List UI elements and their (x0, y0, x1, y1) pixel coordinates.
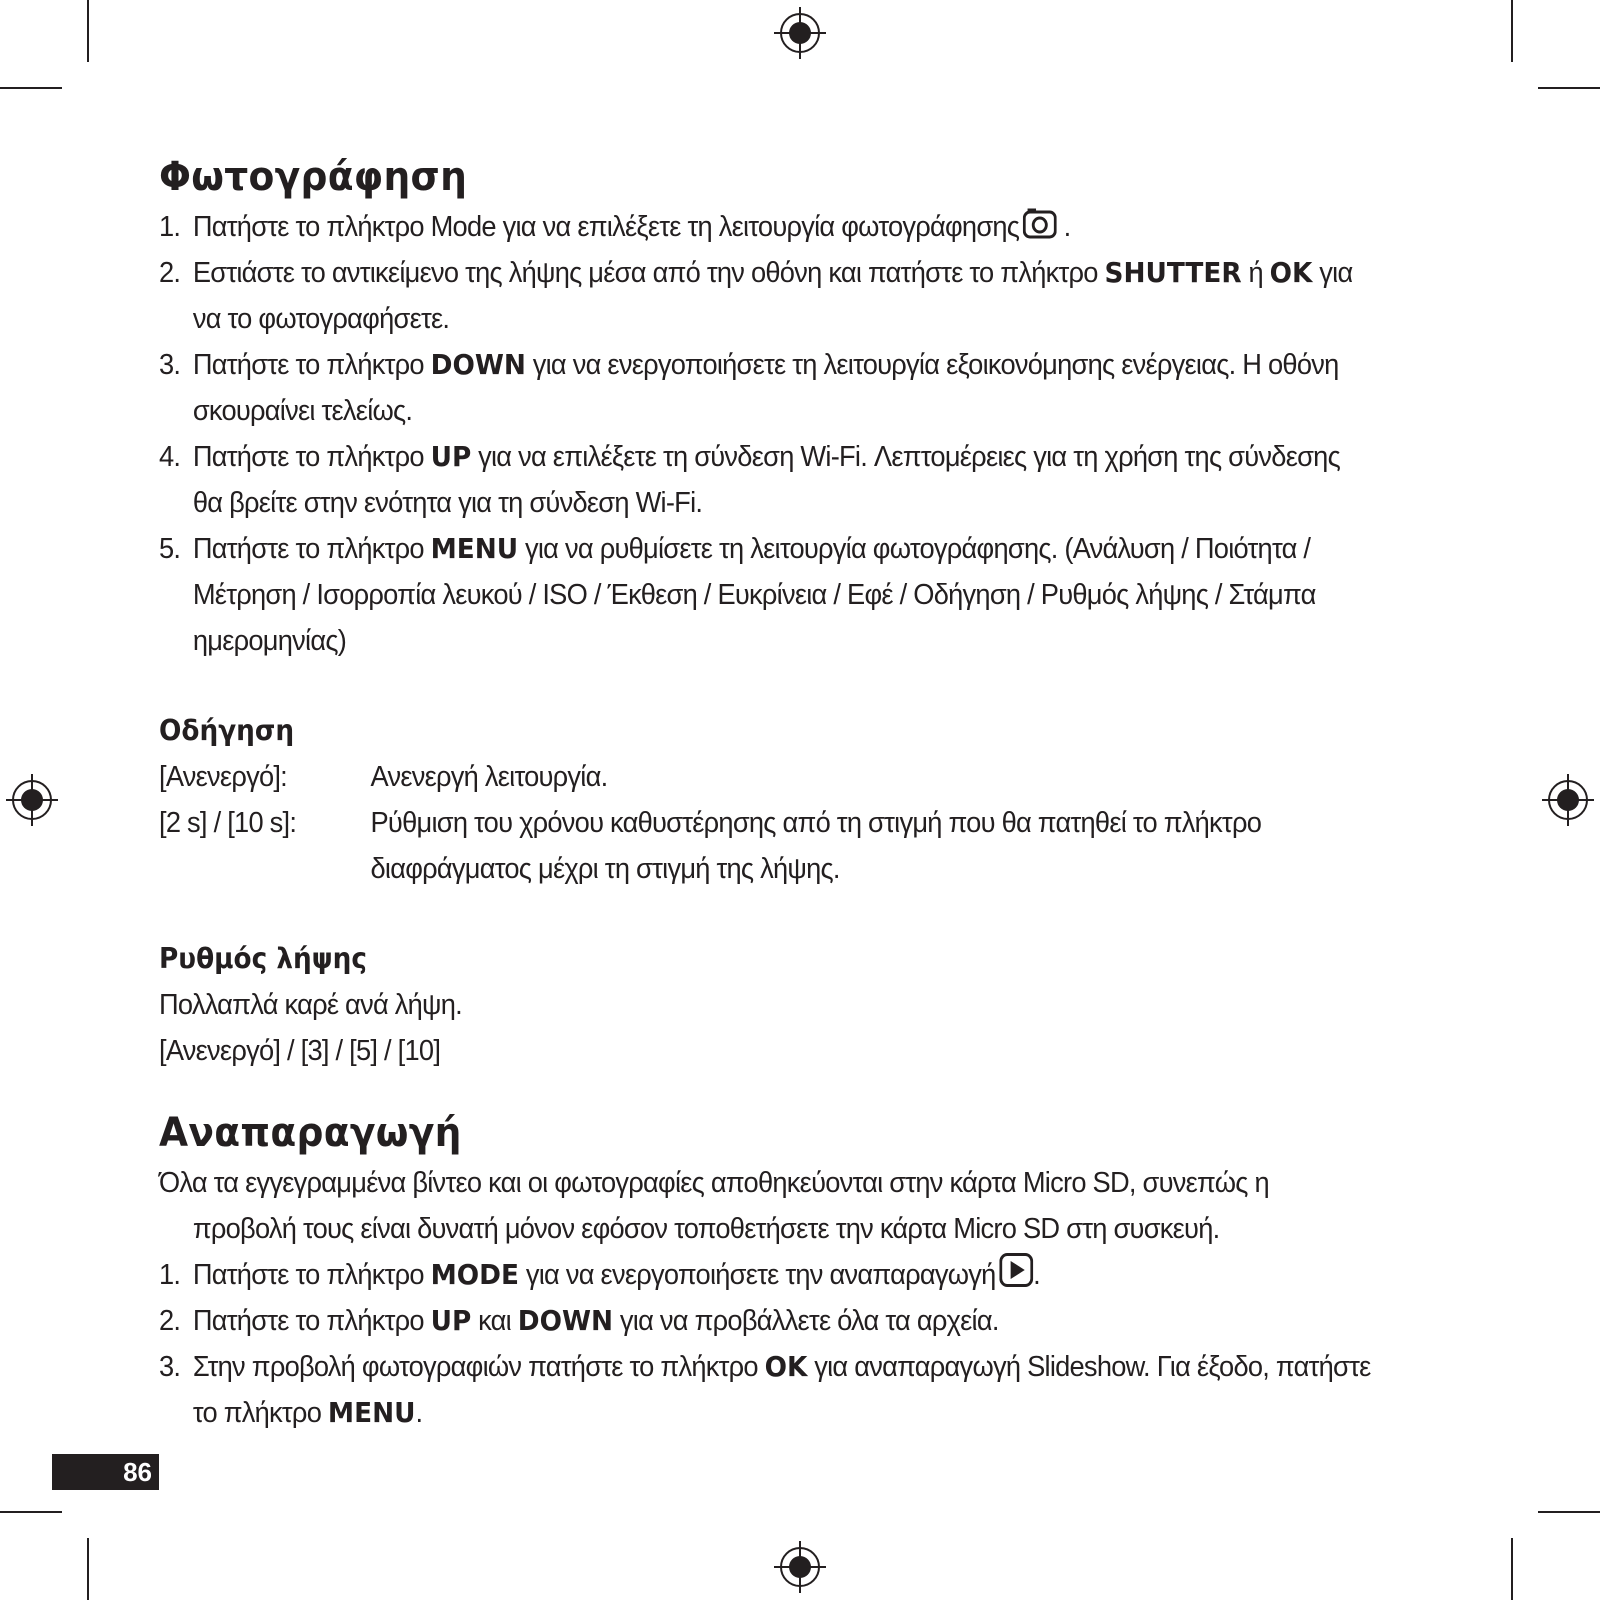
step-text: για να ρυθμίσετε τη λειτουργία φωτογράφησης. (Ανάλυση / Ποιότητα / Μέτρηση / Ισορροπία λευκού / ISO / Έκθεση / Ευκρίνεια / Εφέ / Οδήγηση / Ρυθμός λήψης / Στάμπα ημερομηνίας) (192, 533, 1316, 657)
step-text: για να ενεργοποιήσετε την αναπαραγωγή (519, 1259, 996, 1291)
list-item (159, 526, 1372, 664)
definition-row (159, 800, 1372, 892)
section-title-playback: Αναπαραγωγή (159, 1110, 462, 1156)
step-text: Πατήστε το πλήκτρο (192, 1305, 431, 1337)
crop-mark (1511, 0, 1513, 62)
crop-mark (0, 87, 62, 89)
step-text: Πατήστε το πλήκτρο (192, 1259, 431, 1291)
crop-mark (0, 1511, 62, 1513)
step-number: 5. (159, 533, 181, 565)
list-item (159, 204, 1372, 250)
definition-row (159, 754, 1372, 800)
registration-mark-icon (1542, 774, 1594, 826)
definition-description: Ανενεργή λειτουργία. (370, 761, 608, 793)
camera-icon (1023, 207, 1057, 239)
step-number: 3. (159, 349, 181, 381)
crop-mark (1538, 1511, 1600, 1513)
step-text: Πατήστε το πλήκτρο (192, 441, 431, 473)
step-text: για να το φωτογραφήσετε. (192, 257, 1353, 335)
step-text: . (415, 1397, 423, 1429)
step-number: 4. (159, 441, 181, 473)
step-text: Εστιάστε το αντικείμενο της λήψης μέσα από την οθόνη και πατήστε το πλήκτρο (192, 257, 1105, 289)
list-item (159, 434, 1372, 526)
definition-description: Ρύθμιση του χρόνου καθυστέρησης από τη στιγμή που θα πατηθεί το πλήκτρο διαφράγματος μέχρι τη στιγμή της λήψης. (370, 807, 1262, 885)
step-text: Πατήστε το πλήκτρο (192, 533, 431, 565)
key-name: MENU (327, 1396, 416, 1429)
crop-mark (87, 0, 89, 62)
step-text: για να επιλέξετε τη σύνδεση Wi-Fi. Λεπτομέρειες για τη χρήση της σύνδεσης θα βρείτε στην ενότητα για τη σύνδεση Wi-Fi. (192, 441, 1340, 519)
list-item (159, 250, 1372, 342)
step-text: Πατήστε το πλήκτρο Mode για να επιλέξετε τη λειτουργία φωτογράφησης (192, 211, 1020, 243)
key-name: DOWN (430, 348, 526, 381)
step-number: 2. (159, 257, 181, 289)
step-number: 3. (159, 1351, 181, 1383)
key-name: UP (430, 1304, 472, 1337)
play-icon (999, 1253, 1033, 1287)
burst-description: Πολλαπλά καρέ ανά λήψη. (159, 989, 462, 1021)
step-text: και (471, 1305, 518, 1337)
photo-steps-list (159, 204, 1372, 664)
list-item (159, 1252, 1372, 1298)
step-text: για αναπαραγωγή Slideshow. Για έξοδο, πατήστε το πλήκτρο (192, 1351, 1371, 1429)
section-title-burst: Ρυθμός λήψης (159, 942, 367, 975)
step-number: 2. (159, 1305, 181, 1337)
manual-page-content (159, 150, 1372, 1436)
step-text: Πατήστε το πλήκτρο (192, 349, 431, 381)
key-name: MODE (430, 1258, 520, 1291)
crop-mark (1538, 87, 1600, 89)
section-title-drive: Οδήγηση (159, 714, 295, 747)
registration-mark-icon (6, 774, 58, 826)
key-name: MENU (430, 532, 519, 565)
playback-steps-list (159, 1252, 1372, 1436)
section-title-photo: Φωτογράφηση (159, 154, 468, 200)
step-text: . (1033, 1259, 1040, 1291)
step-text: ή (1241, 257, 1270, 289)
step-text: . (1056, 211, 1071, 243)
crop-mark (87, 1538, 89, 1600)
step-number: 1. (159, 211, 181, 243)
page-number: 86 (52, 1454, 159, 1490)
step-number: 1. (159, 1259, 181, 1291)
registration-mark-icon (774, 1541, 826, 1593)
step-text: για να ενεργοποιήσετε τη λειτουργία εξοικονόμησης ενέργειας. Η οθόνη σκουραίνει τελείως. (192, 349, 1339, 427)
list-item (159, 1344, 1372, 1436)
key-name: DOWN (517, 1304, 614, 1337)
definition-term: [Ανενεργό]: (159, 761, 288, 793)
list-item (159, 342, 1372, 434)
key-name: OK (764, 1350, 808, 1383)
playback-intro: Όλα τα εγγεγραμμένα βίντεο και οι φωτογραφίες αποθηκεύονται στην κάρτα Micro SD, συνεπώς η προβολή τους είναι δυνατή μόνον εφόσον τοποθετήσετε την κάρτα Micro SD στη συσκευή. (159, 1167, 1269, 1245)
crop-mark (1511, 1538, 1513, 1600)
key-name: OK (1269, 256, 1313, 289)
key-name: SHUTTER (1104, 256, 1242, 289)
key-name: UP (430, 440, 472, 473)
registration-mark-icon (774, 7, 826, 59)
step-text: για να προβάλλετε όλα τα αρχεία. (613, 1305, 999, 1337)
list-item (159, 1298, 1372, 1344)
step-text: Στην προβολή φωτογραφιών πατήστε το πλήκτρο (192, 1351, 765, 1383)
definition-term: [2 s] / [10 s]: (159, 807, 297, 839)
burst-options: [Ανενεργό] / [3] / [5] / [10] (159, 1035, 441, 1067)
